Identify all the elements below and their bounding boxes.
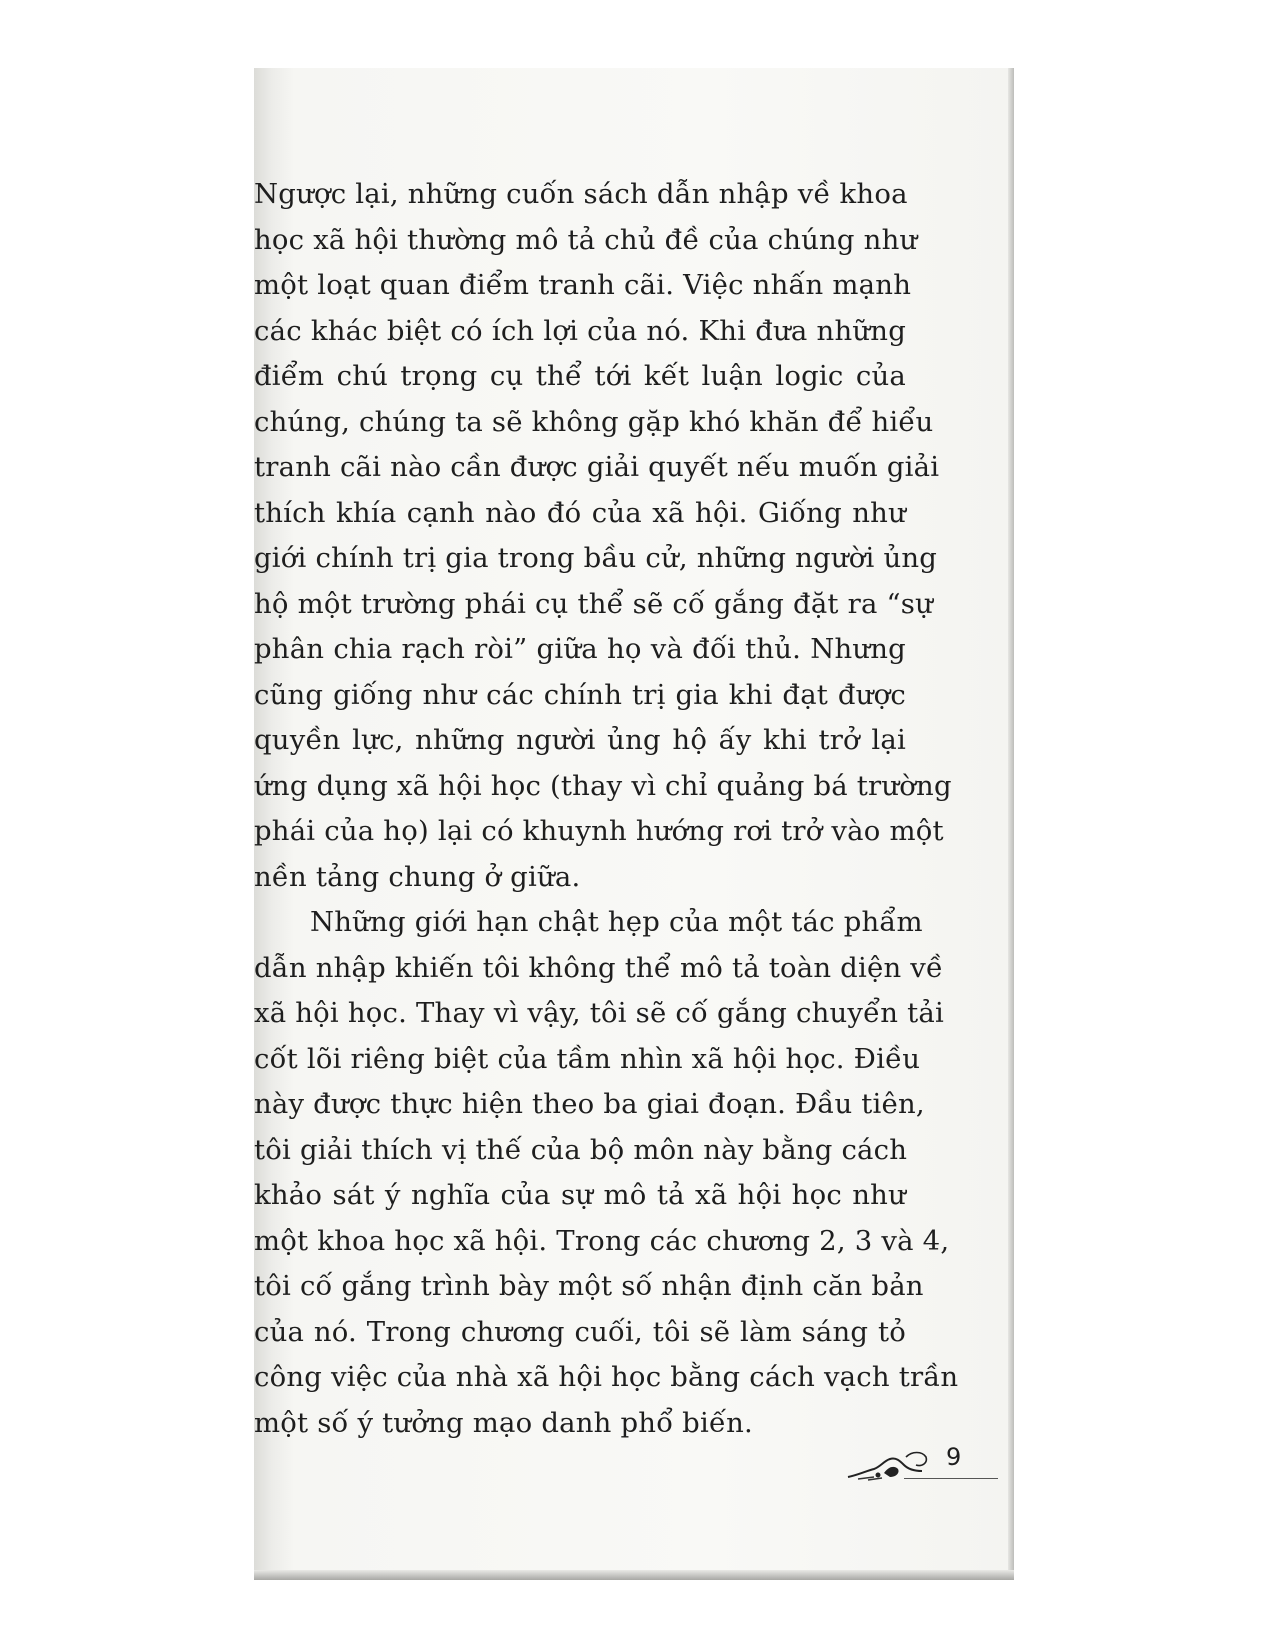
paragraph-2	[254, 900, 959, 1446]
text-line: các khác biệt có ích lợi của nó. Khi đưa những	[254, 314, 906, 347]
page-footer	[844, 1441, 1004, 1489]
page-number: 9	[946, 1443, 962, 1471]
text-line: cũng giống như các chính trị gia khi đạt được	[254, 678, 906, 711]
text-line: tôi cố gắng trình bày một số nhận định căn bản	[254, 1270, 924, 1302]
text-line: một loạt quan điểm tranh cãi. Việc nhấn mạnh	[254, 269, 912, 301]
text-line: xã hội học. Thay vì vậy, tôi sẽ cố gắng chuyển tải	[254, 997, 944, 1029]
text-line: chúng, chúng ta sẽ không gặp khó khăn để hiểu	[254, 405, 934, 438]
text-line: tôi giải thích vị thế của bộ môn này bằng cách	[254, 1133, 908, 1166]
text-line: phân chia rạch ròi” giữa họ và đối thủ. Nhưng	[254, 633, 906, 665]
text-line: khảo sát ý nghĩa của sự mô tả xã hội học như	[254, 1179, 906, 1211]
text-line: nền tảng chung ở giữa.	[254, 860, 581, 893]
text-line: một khoa học xã hội. Trong các chương 2, 3 và 4,	[254, 1224, 950, 1257]
body-text	[254, 172, 959, 1446]
text-line: giới chính trị gia trong bầu cử, những người ủng	[254, 542, 938, 574]
text-line: tranh cãi nào cần được giải quyết nếu muốn giải	[254, 451, 940, 483]
page-edge-bottom	[254, 1570, 1014, 1580]
text-line: Những giới hạn chật hẹp của một tác phẩm	[310, 906, 923, 938]
text-line: thích khía cạnh nào đó của xã hội. Giống như	[254, 496, 906, 529]
text-line: dẫn nhập khiến tôi không thể mô tả toàn diện về	[254, 951, 944, 984]
text-line: điểm chú trọng cụ thể tới kết luận logic của	[254, 360, 906, 392]
text-line: này được thực hiện theo ba giai đoạn. Đầu tiên,	[254, 1088, 925, 1120]
paragraph-1	[254, 172, 952, 900]
footer-rule	[904, 1478, 998, 1479]
text-line: quyền lực, những người ủng hộ ấy khi trở lại	[254, 724, 906, 756]
text-line: phái của họ) lại có khuynh hướng rơi trở vào một	[254, 815, 944, 847]
page-edge-right	[1008, 68, 1014, 1580]
text-line: ứng dụng xã hội học (thay vì chỉ quảng bá trường	[254, 769, 952, 802]
text-line: hộ một trường phái cụ thể sẽ cố gắng đặt ra “sự	[254, 587, 933, 620]
text-line: công việc của nhà xã hội học bằng cách vạch trần	[254, 1361, 959, 1393]
text-line: một số ý tưởng mạo danh phổ biến.	[254, 1406, 753, 1439]
text-line: học xã hội thường mô tả chủ đề của chúng như	[254, 223, 918, 256]
text-line: của nó. Trong chương cuối, tôi sẽ làm sáng tỏ	[254, 1315, 906, 1348]
book-page	[254, 68, 1014, 1580]
text-line: Ngược lại, những cuốn sách dẫn nhập về khoa	[254, 178, 908, 210]
text-line: cốt lõi riêng biệt của tầm nhìn xã hội học. Điều	[254, 1042, 921, 1075]
